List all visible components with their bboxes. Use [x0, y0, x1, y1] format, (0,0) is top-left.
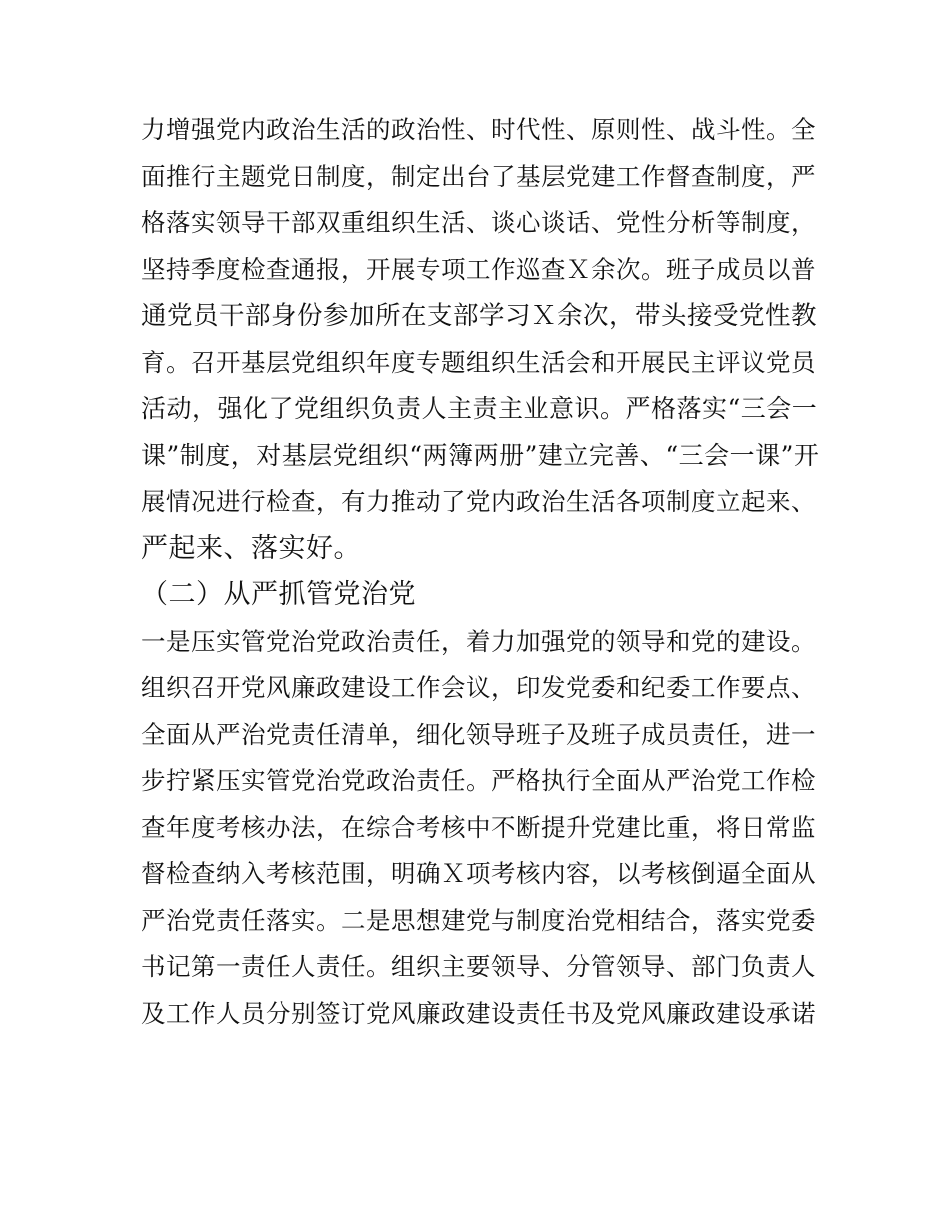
text-line: 一是压实管党治党政治责任，着力加强党的领导和党的建设。 [141, 626, 816, 656]
text-line: 力增强党内政治生活的政治性、时代性、原则性、战斗性。全 [141, 115, 816, 144]
text-line: 查年度考核办法，在综合考核中不断提升党建比重，将日常监 [141, 812, 816, 842]
text-line: 步拧紧压实管党治党政治责任。严格执行全面从严治党工作检 [141, 766, 816, 795]
text-line: 格落实领导干部双重组织生活、谈心谈话、党性分析等制度， [141, 208, 816, 237]
text-line: 严起来、落实好。 [141, 532, 361, 564]
text-line: 严治党责任落实。二是思想建党与制度治党相结合，落实党委 [141, 905, 816, 935]
text-line: 面推行主题党日制度，制定出台了基层党建工作督查制度，严 [141, 161, 816, 191]
text-line: 坚持季度检查通报，开展专项工作巡查Ｘ余次。班子成员以普 [141, 254, 816, 284]
text-line: 通党员干部身份参加所在支部学习Ｘ余次，带头接受党性教 [141, 301, 818, 331]
section-heading: （二）从严抓管党治党 [141, 579, 416, 610]
body-text [141, 107, 821, 1037]
text-line: 展情况进行检查，有力推动了党内政治生活各项制度立起来、 [141, 487, 816, 516]
text-line: 组织召开党风廉政建设工作会议，印发党委和纪委工作要点、 [141, 673, 816, 702]
text-line: 活动，强化了党组织负责人主责主业意识。严格落实“三会一 [141, 394, 818, 423]
text-line: 育。召开基层党组织年度专题组织生活会和开展民主评议党员 [141, 347, 816, 377]
text-line: 书记第一责任人责任。组织主要领导、分管领导、部门负责人 [141, 952, 816, 981]
text-line: 课”制度，对基层党组织“两簿两册”建立完善、“三会一课”开 [141, 440, 820, 470]
text-line: 及工作人员分别签订党风廉政建设责任书及党风廉政建设承诺 [141, 998, 816, 1028]
text-line: 督检查纳入考核范围，明确Ｘ项考核内容，以考核倒逼全面从 [141, 859, 816, 888]
text-line: 全面从严治党责任清单，细化领导班子及班子成员责任，进一 [141, 719, 816, 749]
